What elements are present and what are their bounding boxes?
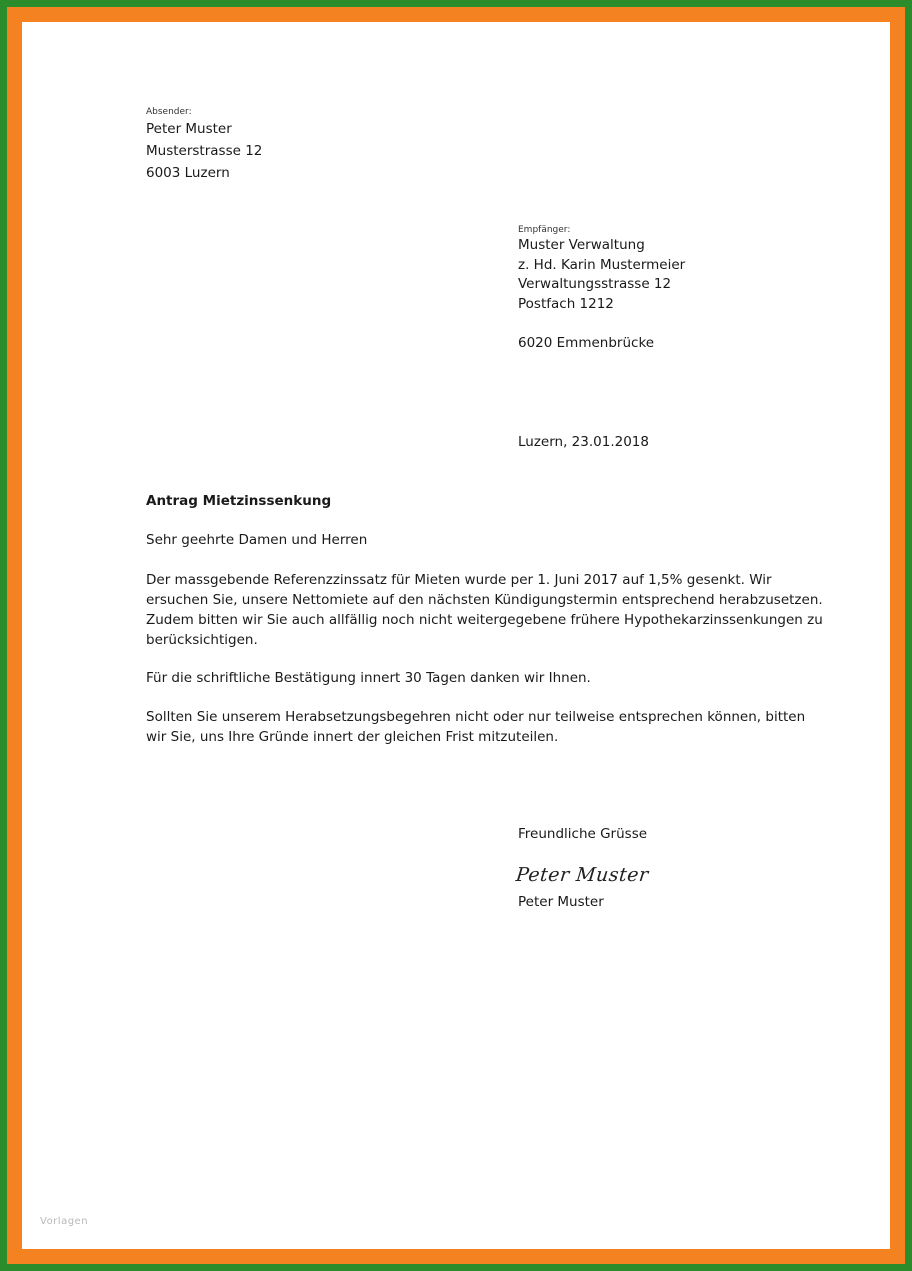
body-paragraph-1: Der massgebende Referenzzinssatz für Mieten wurde per 1. Juni 2017 auf 1,5% gesenkt. Wir ersuchen Sie, unsere Nettomiete auf den nächsten Kündigungstermin entsprechend herabzusetzen. Zudem bitten wir Sie auch allfällig noch nicht weitergegebene frühere Hypothekarzinssenkungen zu berücksichtigen. (146, 572, 823, 648)
salutation: Sehr geehrte Damen und Herren (146, 532, 368, 548)
sender-label: Absender: (146, 107, 192, 117)
recipient-street: Verwaltungsstrasse 12 (518, 276, 672, 292)
recipient-label: Empfänger: (518, 225, 571, 235)
sender-city: 6003 Luzern (146, 165, 230, 181)
recipient-city: 6020 Emmenbrücke (518, 334, 655, 351)
recipient-attention: z. Hd. Karin Mustermeier (518, 256, 686, 273)
body-paragraph-3: Sollten Sie unserem Herabsetzungsbegehren nicht oder nur teilweise entsprechen können, bitten wir Sie, uns Ihre Gründe innert der gleichen Frist mitzuteilen. (146, 709, 806, 745)
sender-name: Peter Muster (146, 121, 232, 137)
body-paragraph-2: Für die schriftliche Bestätigung innert 30 Tagen danken wir Ihnen. (146, 670, 591, 686)
recipient-pobox: Postfach 1212 (518, 295, 614, 312)
sender-street: Musterstrasse 12 (146, 143, 263, 159)
recipient-company: Muster Verwaltung (518, 237, 645, 253)
recipient-block (518, 224, 685, 353)
handwritten-signature: Peter Muster (514, 864, 650, 886)
sender-block (146, 106, 262, 184)
closing-phrase: Freundliche Grüsse (518, 826, 648, 842)
date-line: Luzern, 23.01.2018 (518, 434, 649, 450)
letter-subject: Antrag Mietzinssenkung (146, 493, 332, 509)
signer-name: Peter Muster (518, 894, 604, 910)
watermark-text: Vorlagen (40, 1216, 89, 1227)
letter-page (22, 22, 890, 1249)
recipient-spacer (518, 314, 685, 334)
